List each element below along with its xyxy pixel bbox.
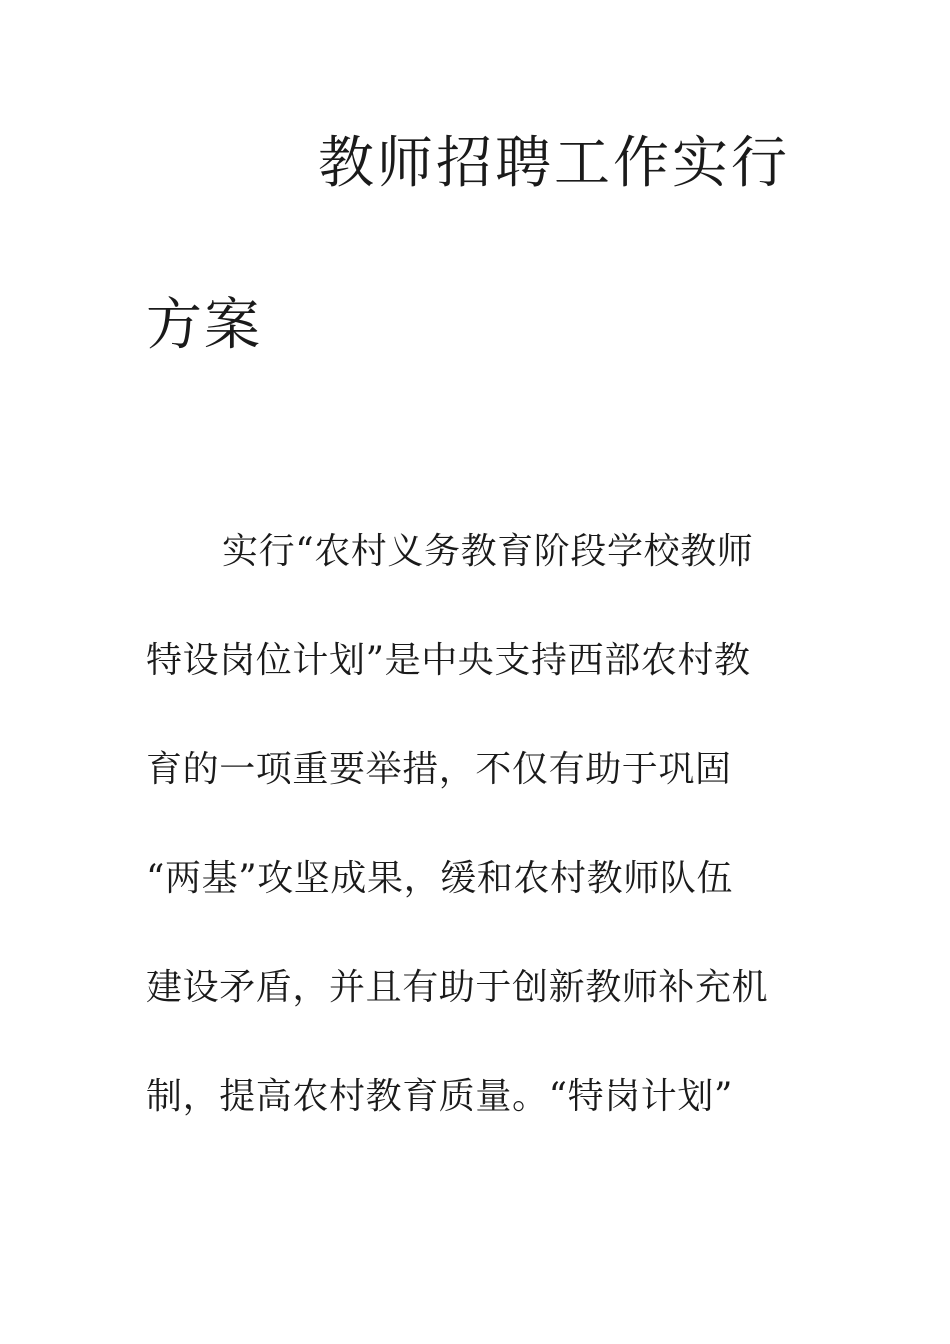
- paragraph-line-4: “两基”攻坚成果，缓和农村教师队伍: [146, 858, 734, 899]
- paragraph-line-2: 特设岗位计划”是中央支持西部农村教: [146, 640, 751, 681]
- title-line-2: 方案: [146, 293, 262, 358]
- paragraph-line-6: 制，提高农村教育质量。“特岗计划”: [146, 1076, 734, 1117]
- title-line-1: 教师招聘工作实行: [318, 131, 790, 196]
- paragraph-line-1: 实行“农村义务教育阶段学校教师: [222, 531, 754, 572]
- paragraph-line-5: 建设矛盾，并且有助于创新教师补充机: [146, 967, 769, 1008]
- paragraph-line-3: 育的一项重要举措，不仅有助于巩固: [146, 749, 732, 790]
